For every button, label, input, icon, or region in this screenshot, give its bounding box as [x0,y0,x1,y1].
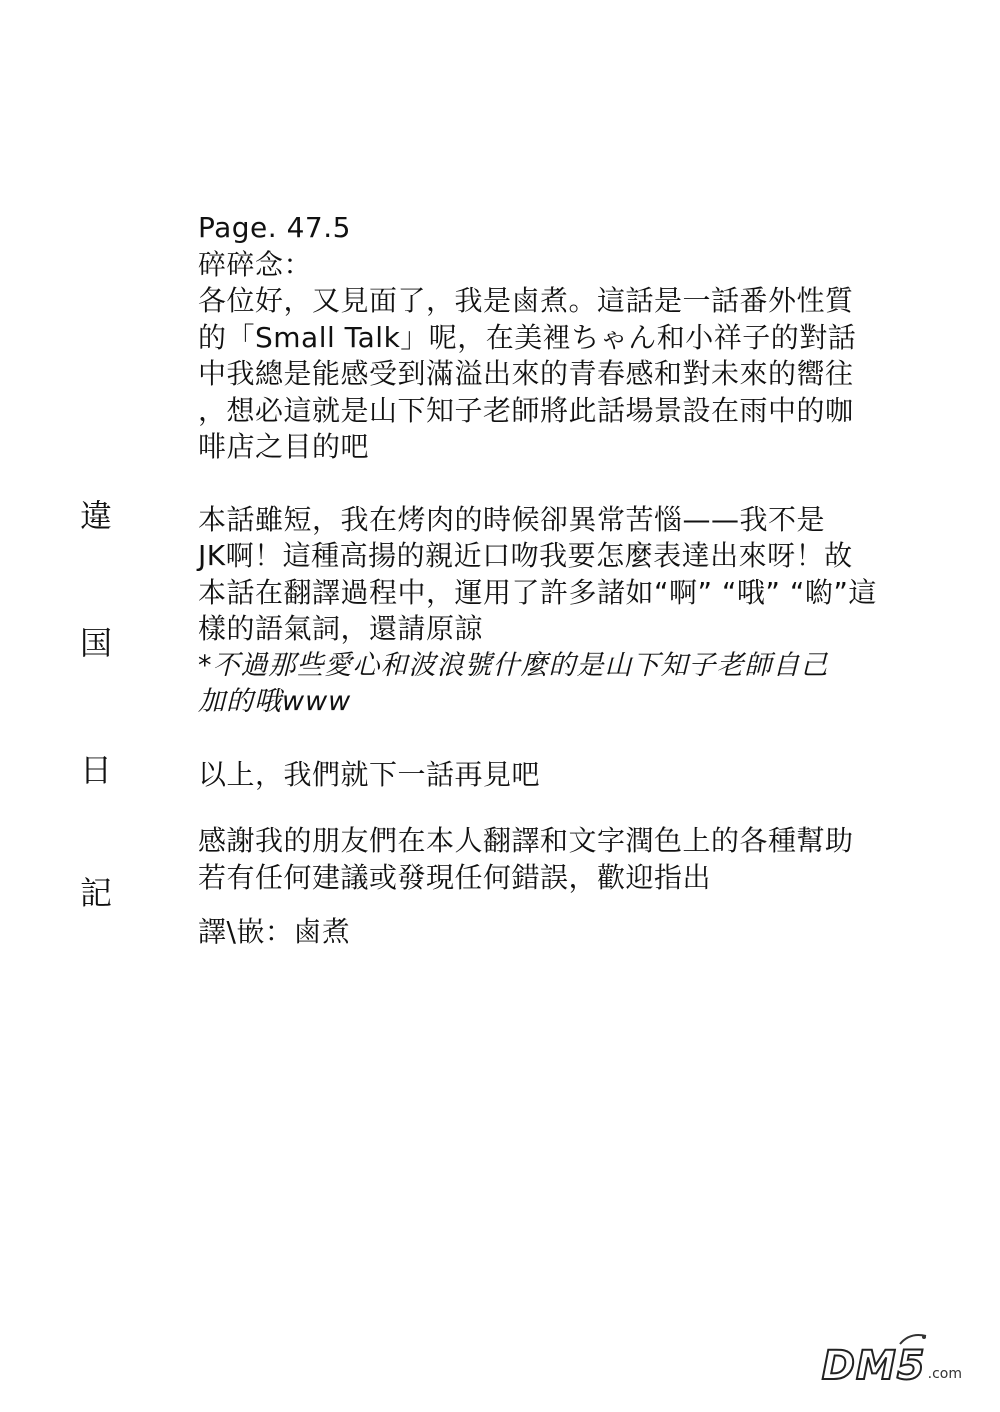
paragraph-line: 中我總是能感受到滿溢出來的青春感和對未來的嚮往 [198,357,854,390]
handwritten-line: 加的哦www [198,686,352,717]
side-label-1: 違 [79,497,112,535]
side-label-4: 記 [79,874,112,912]
paragraph-line: 各位好，又見面了，我是鹵煮。這話是一話番外性質 [198,284,854,317]
paragraph-line: 的「Small Talk」呢，在美裡ちゃん和小祥子的對話 [198,320,857,354]
handwritten-line: *不過那些愛心和波浪號什麼的是山下知子老師自己 [198,649,829,681]
paragraph-line: JK啊！這種高揚的親近口吻我要怎麼表達出來呀！故 [198,539,853,572]
side-label-2: 国 [79,624,112,662]
paragraph-line: 本話在翻譯過程中，運用了許多諸如“啊” “哦” “喲”這 [198,575,877,609]
translator-credit: 譯\嵌：鹵煮 [198,915,351,948]
translation-note-paragraph [198,502,958,648]
watermark-main-text: DM5 [821,1343,926,1389]
intro-paragraph [198,283,958,466]
paragraph-line: ，想必這就是山下知子老師將此話場景設在雨中的咖 [198,393,854,427]
paragraph-line: 啡店之目的吧 [198,430,370,463]
notes-content [198,210,958,951]
watermark-suffix: .com [927,1366,962,1382]
swoosh-icon [898,1332,928,1346]
paragraph-line: 若有任何建議或發現任何錯誤，歡迎指出 [198,860,712,894]
handwritten-note [198,648,958,721]
paragraph-line: 感謝我的朋友們在本人翻譯和文字潤色上的各種幫助 [198,824,854,857]
paragraph-line: 本話雖短，我在烤肉的時候卻異常苦惱——我不是 [198,502,826,536]
closing-line: 以上，我們就下一話再見吧 [198,757,541,791]
side-label-3: 日 [79,751,112,789]
page-number: Page. 47.5 [198,211,351,244]
thanks-paragraph [198,823,958,896]
section-title: 碎碎念： [198,247,313,281]
paragraph-line: 樣的語氣詞，還請原諒 [198,612,484,645]
dm5-watermark-logo [821,1343,962,1389]
